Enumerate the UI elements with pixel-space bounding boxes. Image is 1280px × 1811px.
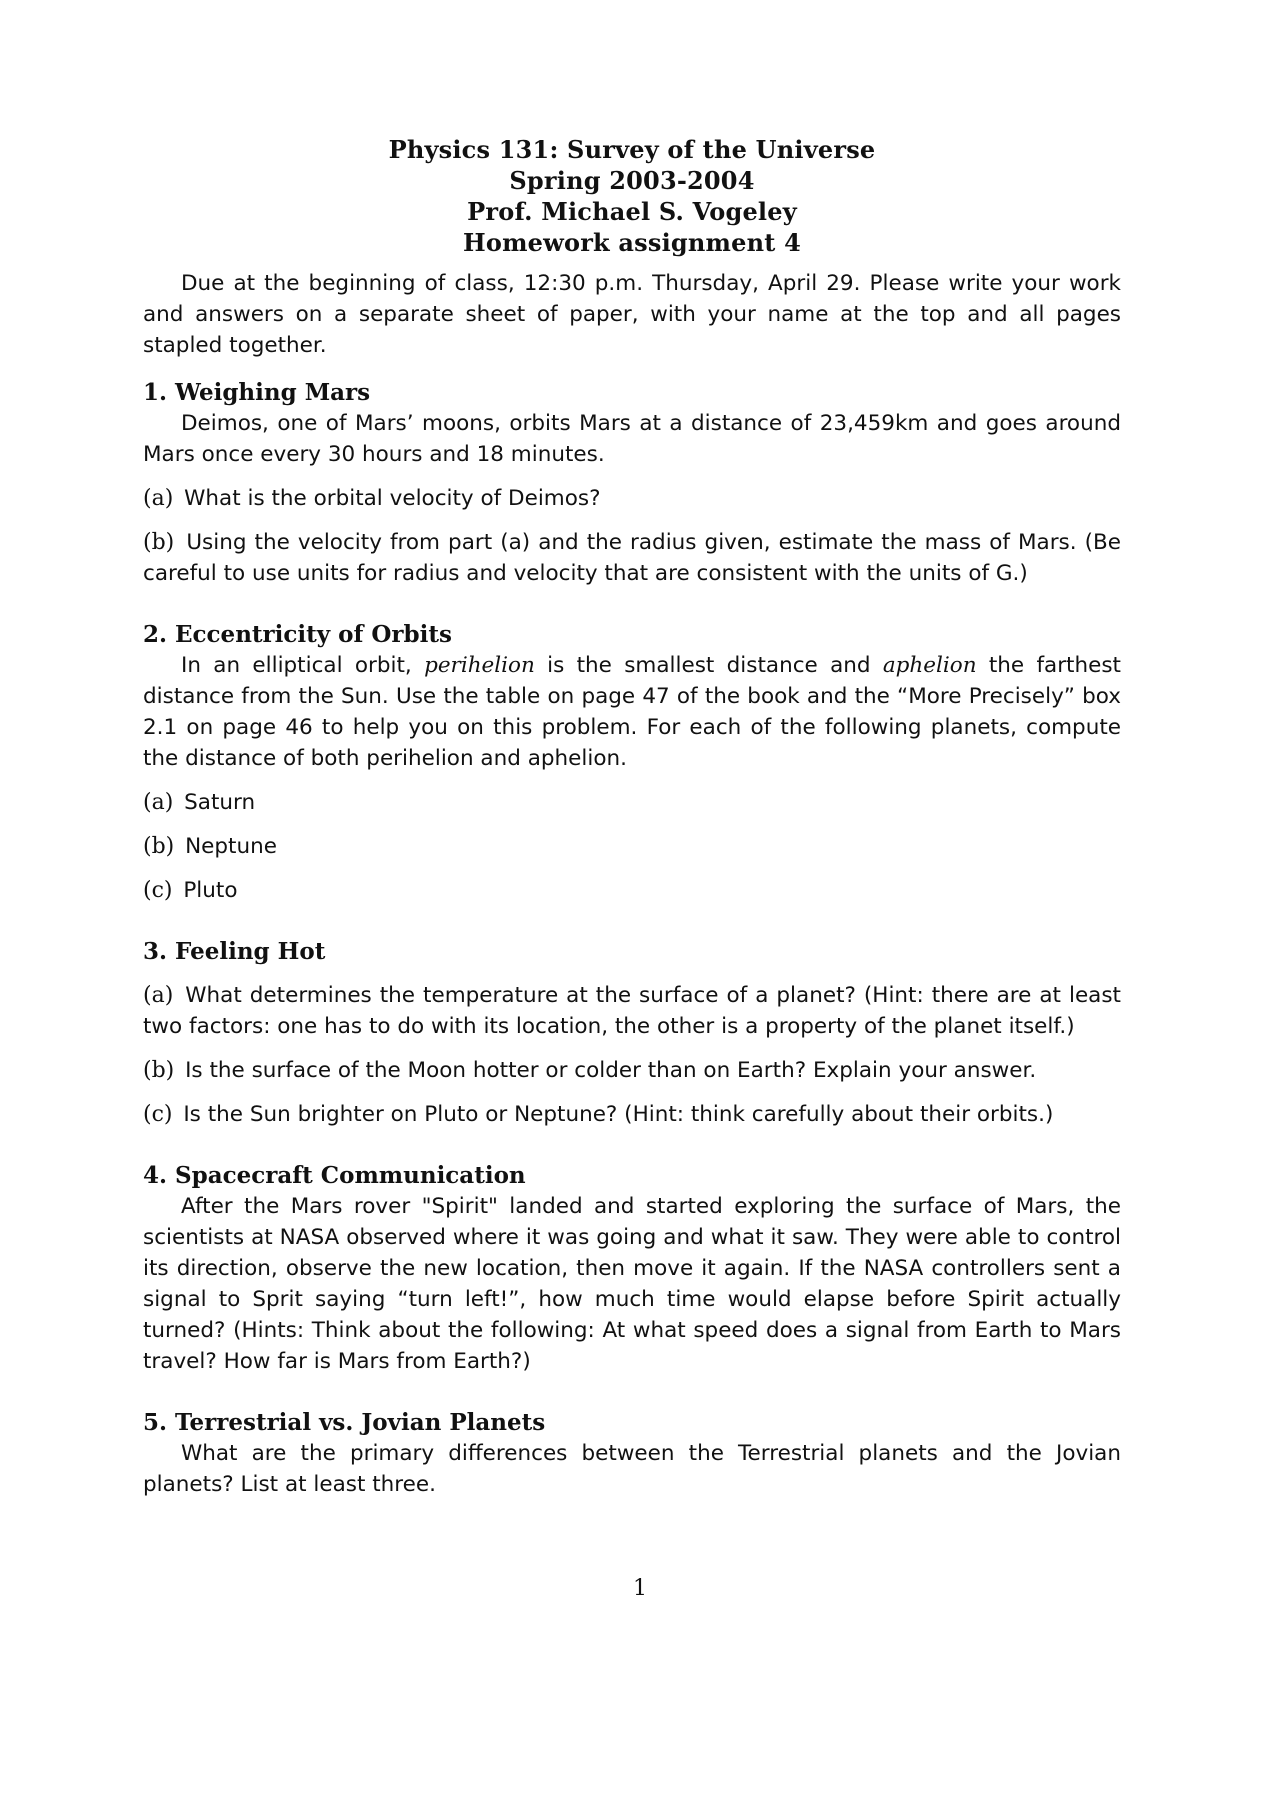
- part-text: What is the orbital velocity of Deimos?: [184, 486, 601, 511]
- question-1-title: 1. Weighing Mars: [143, 379, 371, 406]
- text-run: In an elliptical orbit,: [181, 653, 412, 678]
- document-header: [143, 134, 1121, 258]
- part-label: (c): [143, 878, 173, 903]
- question-3a: [143, 980, 1121, 1042]
- question-3b: [143, 1055, 1121, 1086]
- document-page: [143, 134, 1121, 1500]
- part-label: (a): [143, 486, 174, 511]
- text-run: is the smallest distance and: [547, 653, 871, 678]
- question-1b: [143, 527, 1121, 589]
- intro-paragraph: Due at the beginning of class, 12:30 p.m. Thursday, April 29. Please write your work and answers on a separate sheet of paper, with your name at the top and all pages stapled together.: [143, 271, 1121, 358]
- question-1-text: Deimos, one of Mars’ moons, orbits Mars at a distance of 23,459km and goes around Mars once every 30 hours and 18 minutes.: [143, 411, 1121, 467]
- question-4: [143, 1160, 1121, 1377]
- text-run: the farthest distance from the Sun. Use the table on page 47 of the book and the “More Precisely” box 2.1 on page 46 to help you on this problem. For each of the following planets, compute the distance of both perihelion and aphelion.: [143, 653, 1121, 771]
- part-label: (b): [143, 834, 175, 859]
- part-label: (a): [143, 790, 174, 815]
- question-3-title: 3. Feeling Hot: [143, 938, 326, 965]
- course-title: Physics 131: Survey of the Universe: [388, 135, 876, 164]
- question-3: [143, 936, 1121, 1130]
- question-2-text: [143, 650, 1121, 774]
- term: Spring 2003-2004: [509, 166, 755, 195]
- part-text: Is the surface of the Moon hotter or colder than on Earth? Explain your answer.: [185, 1058, 1037, 1083]
- part-text: Is the Sun brighter on Pluto or Neptune? (Hint: think carefully about their orbits.): [183, 1102, 1054, 1127]
- part-label: (a): [143, 983, 174, 1008]
- question-1: [143, 377, 1121, 589]
- part-text: What determines the temperature at the surface of a planet? (Hint: there are at least two factors: one has to do with its location, the other is a property of the planet itself.): [143, 983, 1121, 1039]
- question-2a: [143, 787, 1121, 818]
- question-4-title: 4. Spacecraft Communication: [143, 1162, 526, 1189]
- question-5: [143, 1407, 1121, 1500]
- question-2c: [143, 875, 1121, 906]
- question-3c: [143, 1099, 1121, 1130]
- part-label: (b): [143, 530, 175, 555]
- question-2b: [143, 831, 1121, 862]
- question-5-text: What are the primary differences between the Terrestrial planets and the Jovian planets? List at least three.: [143, 1441, 1121, 1497]
- term-perihelion: perihelion: [424, 653, 535, 678]
- part-label: (c): [143, 1102, 173, 1127]
- question-1a: [143, 483, 1121, 514]
- professor: Prof. Michael S. Vogeley: [467, 197, 797, 226]
- part-label: (b): [143, 1058, 175, 1083]
- question-5-title: 5. Terrestrial vs. Jovian Planets: [143, 1409, 546, 1436]
- question-2: [143, 619, 1121, 906]
- page-number: 1: [633, 1576, 647, 1601]
- part-text: Pluto: [183, 878, 238, 903]
- part-text: Using the velocity from part (a) and the radius given, estimate the mass of Mars. (Be careful to use units for radius and velocity that are consistent with the units of G.): [143, 530, 1121, 586]
- question-2-title: 2. Eccentricity of Orbits: [143, 621, 452, 648]
- question-4-text: After the Mars rover "Spirit" landed and started exploring the surface of Mars, the scientists at NASA observed where it was going and what it saw. They were able to control its direction, observe the new location, then move it again. If the NASA controllers sent a signal to Sprit saying “turn left!”, how much time would elapse before Spirit actually turned? (Hints: Think about the following: At what speed does a signal from Earth to Mars travel? How far is Mars from Earth?): [143, 1194, 1121, 1374]
- part-text: Saturn: [184, 790, 256, 815]
- term-aphelion: aphelion: [882, 653, 977, 678]
- part-text: Neptune: [185, 834, 277, 859]
- assignment-title: Homework assignment 4: [462, 228, 802, 257]
